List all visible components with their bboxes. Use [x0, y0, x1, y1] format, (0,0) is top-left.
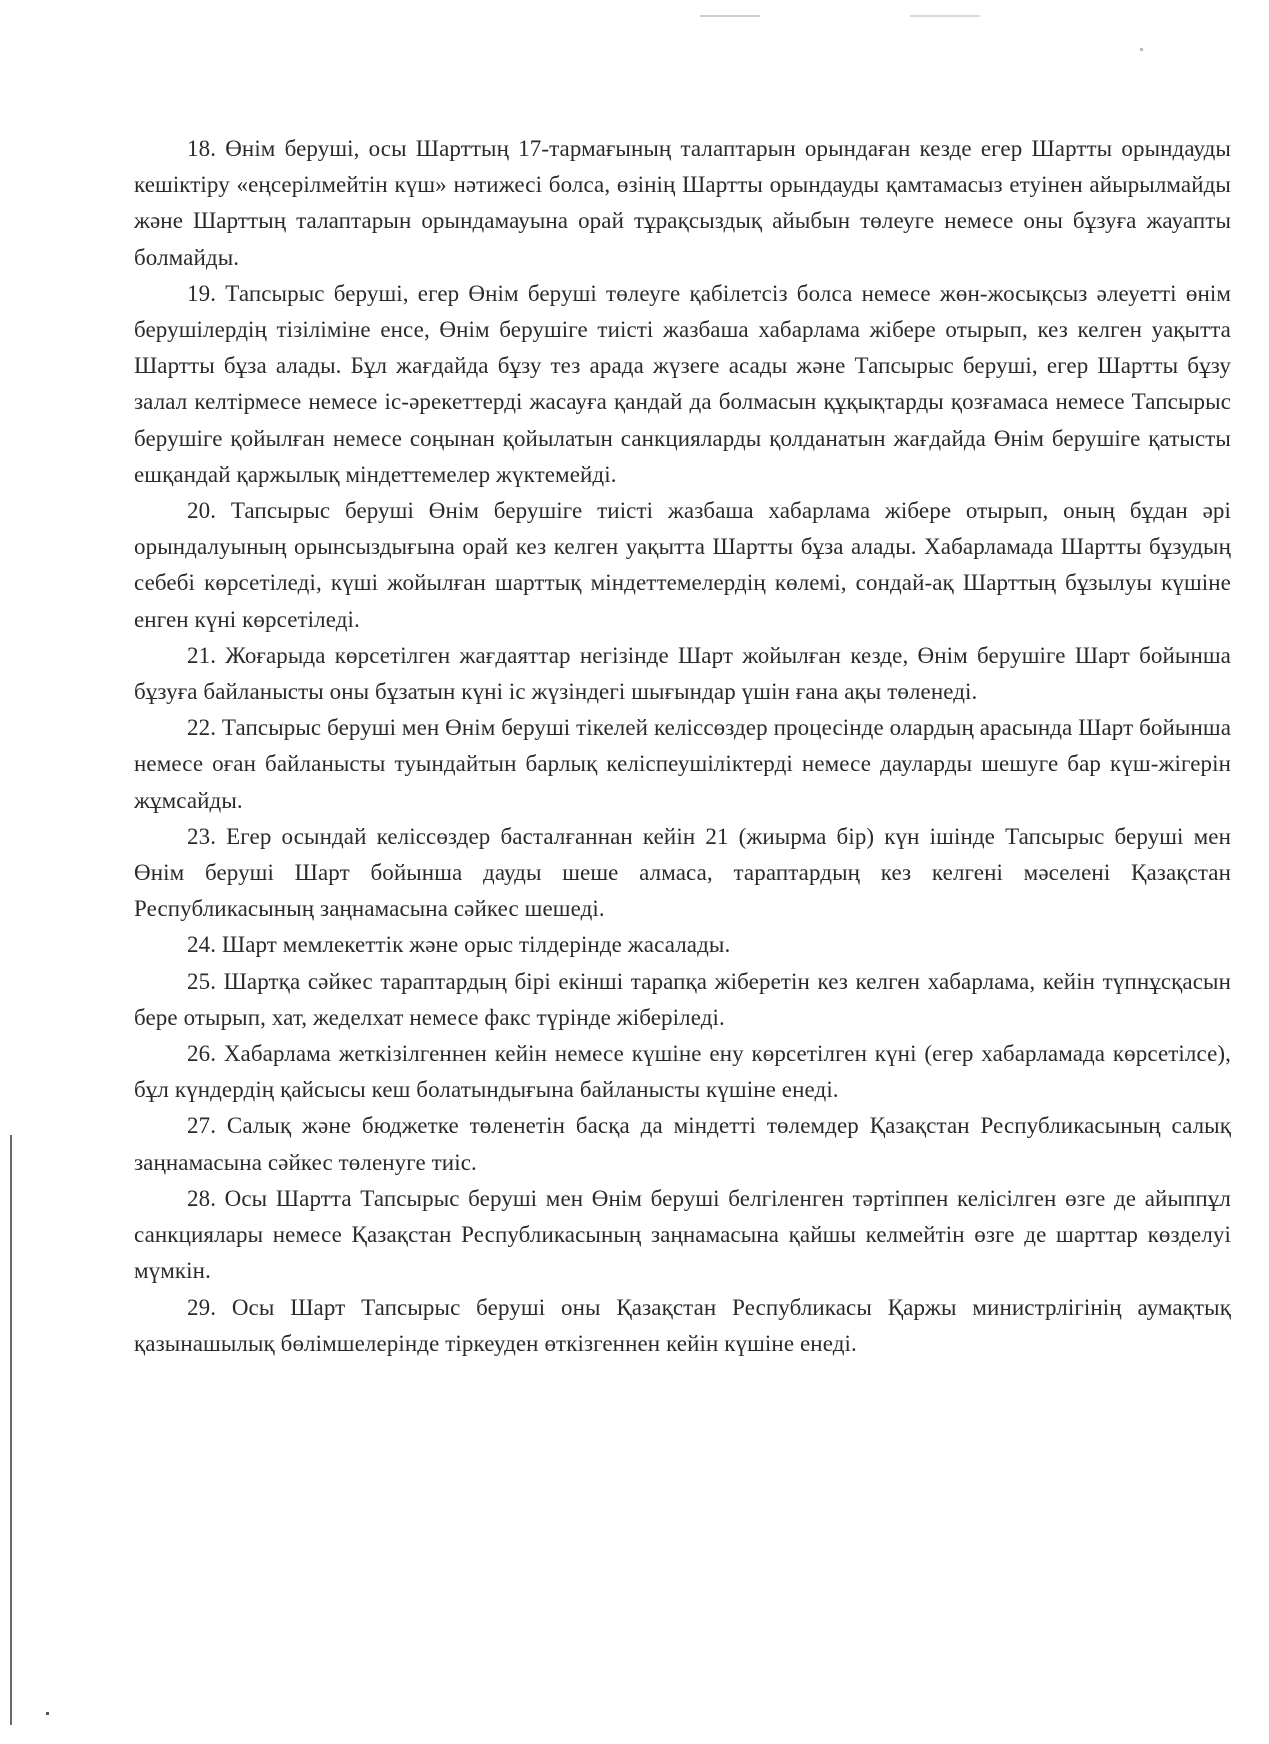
- scan-artifact: [700, 15, 760, 17]
- paragraph-18: 18. Өнім беруші, осы Шарттың 17-тармағының талаптарын орындаған кезде егер Шартты орындауды кешіктіру «еңсерілмейтін күш» нәтижесі болса, өзінің Шартты орындауды қамтамасыз етуінен айырылмайды және Шарттың талаптарын орындамауына орай тұрақсыздық айыбын төлеуге немесе оны бұзуға жауапты болмайды.: [134, 136, 1231, 270]
- scan-artifact: [910, 15, 980, 17]
- paragraph-20: 20. Тапсырыс беруші Өнім берушіге тиісті жазбаша хабарлама жібере отырып, оның бұдан әрі орындалуының орынсыздығына орай кез келген уақытта Шартты бұза алады. Хабарламада Шартты бұзудың себебі көрсетіледі, күші жойылған шарттық міндеттемелердің көлемі, сондай-ақ Шарттың бұзылуы күшіне енген күні көрсетіледі.: [134, 498, 1231, 632]
- paragraph-24: 24. Шарт мемлекеттік және орыс тілдерінде жасалады.: [187, 932, 731, 958]
- paragraph-27: 27. Салық және бюджетке төленетін басқа да міндетті төлемдер Қазақстан Республикасының салық заңнамасына сәйкес төленуге тиіс.: [134, 1113, 1231, 1175]
- scan-artifact: [46, 1712, 49, 1715]
- paragraph-26: 26. Хабарлама жеткізілгеннен кейін немесе күшіне ену көрсетілген күні (егер хабарламада көрсетілсе), бұл күндердің қайсысы кеш болатындығына байланысты күшіне енеді.: [134, 1041, 1231, 1103]
- paragraph-21: 21. Жоғарыда көрсетілген жағдаяттар негізінде Шарт жойылған кезде, Өнім берушіге Шарт бойынша бұзуға байланысты оны бұзатын күні іс жүзіндегі шығындар үшін ғана ақы төленеді.: [134, 642, 1231, 705]
- paragraph-28: 28. Осы Шартта Тапсырыс беруші мен Өнім беруші белгіленген тәртіппен келісілген өзге де айыппұл санкциялары немесе Қазақстан Республикасының заңнамасына қайшы келмейтін өзге де шарттар көзделуі мүмкін.: [134, 1185, 1231, 1284]
- document-body: [134, 131, 1231, 1362]
- margin-line: [10, 1135, 12, 1725]
- paragraph-19: 19. Тапсырыс беруші, егер Өнім беруші төлеуге қабілетсіз болса немесе жөн-жосықсыз әлеуетті өнім берушілердің тізіліміне енсе, Өнім берушіге тиісті жазбаша хабарлама жібере отырып, кез келген уақытта Шартты бұза алады. Бұл жағдайда бұзу тез арада жүзеге асады және Тапсырыс беруші, егер Шартты бұзу залал келтірмесе немесе іс-әрекеттерді жасауға қандай да болмасын құқықтарды қозғамаса немесе Тапсырыс берушіге қойылған немесе соңынан қойылатын санкцияларды қолданатын жағдайда Өнім берушіге қатысты ешқандай қаржылық міндеттемелер жүктемейді.: [134, 280, 1231, 487]
- paragraph-23: 23. Егер осындай келіссөздер басталғаннан кейін 21 (жиырма бір) күн ішінде Тапсырыс беруші мен Өнім беруші Шарт бойынша дауды шеше алмаса, тараптардың кез келгені мәселені Қазақстан Республикасының заңнамасына сәйкес шешеді.: [134, 823, 1231, 922]
- scan-artifact: [1140, 48, 1143, 51]
- paragraph-29: 29. Осы Шарт Тапсырыс беруші оны Қазақстан Республикасы Қаржы министрлігінің аумақтық қазынашылық бөлімшелерінде тіркеуден өткізгеннен кейін күшіне енеді.: [134, 1294, 1231, 1356]
- paragraph-25: 25. Шартқа сәйкес тараптардың бірі екінші тарапқа жіберетін кез келген хабарлама, кейін түпнұсқасын бере отырып, хат, жеделхат немесе факс түрінде жіберіледі.: [134, 968, 1231, 1030]
- paragraph-22: 22. Тапсырыс беруші мен Өнім беруші тікелей келіссөздер процесінде олардың арасында Шарт бойынша немесе оған байланысты туындайтын барлық келіспеушіліктерді немесе дауларды шешуге бар күш-жігерін жұмсайды.: [134, 715, 1231, 813]
